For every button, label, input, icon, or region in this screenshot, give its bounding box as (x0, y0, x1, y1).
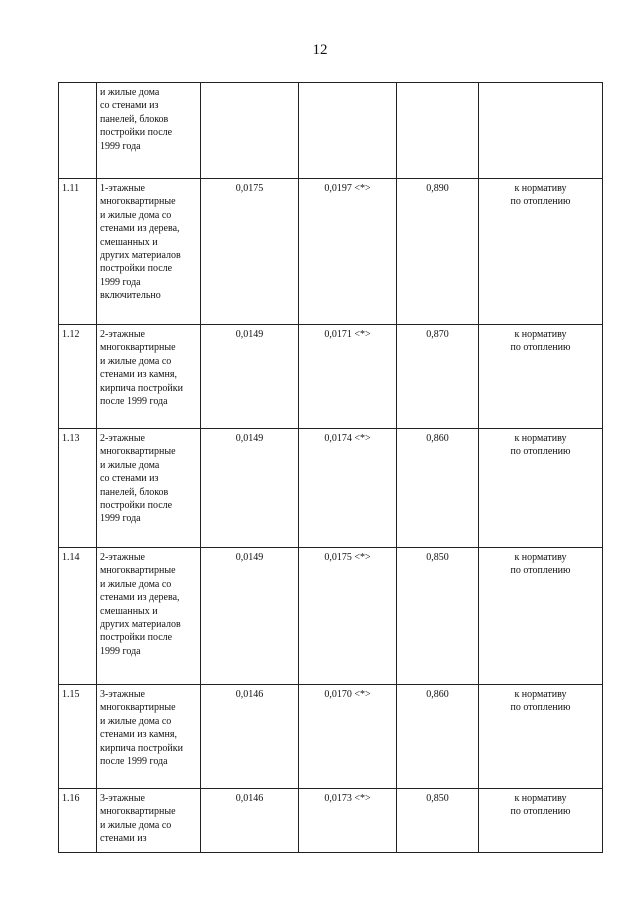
building-description: и жилые дома со стенами из панелей, блоков постройки после 1999 года (97, 83, 201, 179)
table-row (59, 325, 603, 429)
building-description: 1-этажные многоквартирные и жилые дома со стенами из дерева, смешанных и других материалов постройки после 1999 года включительно (97, 179, 201, 325)
value-coefficient: 0,860 (397, 429, 479, 548)
table-row (59, 685, 603, 789)
building-description: 2-этажные многоквартирные и жилые дома со стенами из панелей, блоков постройки после 1999 года (97, 429, 201, 548)
building-description: 3-этажные многоквартирные и жилые дома со стенами из камня, кирпича постройки после 1999 года (97, 685, 201, 789)
row-number: 1.15 (59, 685, 97, 789)
value-norm-adjusted: 0,0171 <*> (299, 325, 397, 429)
value-norm-adjusted: 0,0174 <*> (299, 429, 397, 548)
row-note: к нормативу по отоплению (479, 325, 603, 429)
building-description: 2-этажные многоквартирные и жилые дома со стенами из камня, кирпича постройки после 1999 года (97, 325, 201, 429)
value-norm: 0,0149 (201, 548, 299, 685)
row-note: к нормативу по отоплению (479, 789, 603, 853)
value-norm (201, 83, 299, 179)
table-row (59, 83, 603, 179)
value-coefficient (397, 83, 479, 179)
row-number: 1.16 (59, 789, 97, 853)
building-description: 3-этажные многоквартирные и жилые дома со стенами из (97, 789, 201, 853)
row-note: к нормативу по отоплению (479, 429, 603, 548)
value-norm: 0,0149 (201, 429, 299, 548)
value-coefficient: 0,870 (397, 325, 479, 429)
value-coefficient: 0,890 (397, 179, 479, 325)
value-norm: 0,0146 (201, 685, 299, 789)
value-norm-adjusted: 0,0175 <*> (299, 548, 397, 685)
row-note: к нормативу по отоплению (479, 548, 603, 685)
value-norm-adjusted: 0,0173 <*> (299, 789, 397, 853)
table-row (59, 179, 603, 325)
value-norm: 0,0149 (201, 325, 299, 429)
page-number: 12 (312, 42, 328, 58)
value-norm-adjusted: 0,0197 <*> (299, 179, 397, 325)
norms-table (58, 82, 603, 853)
table-row (59, 789, 603, 853)
value-coefficient: 0,850 (397, 548, 479, 685)
row-number: 1.14 (59, 548, 97, 685)
row-number: 1.12 (59, 325, 97, 429)
building-description: 2-этажные многоквартирные и жилые дома со стенами из дерева, смешанных и других материалов постройки после 1999 года (97, 548, 201, 685)
table-row (59, 429, 603, 548)
row-note: к нормативу по отоплению (479, 685, 603, 789)
row-number: 1.13 (59, 429, 97, 548)
row-note: к нормативу по отоплению (479, 179, 603, 325)
value-norm: 0,0175 (201, 179, 299, 325)
value-coefficient: 0,860 (397, 685, 479, 789)
row-number: 1.11 (59, 179, 97, 325)
row-note (479, 83, 603, 179)
value-norm-adjusted: 0,0170 <*> (299, 685, 397, 789)
row-number (59, 83, 97, 179)
value-norm-adjusted (299, 83, 397, 179)
table-row (59, 548, 603, 685)
value-norm: 0,0146 (201, 789, 299, 853)
value-coefficient: 0,850 (397, 789, 479, 853)
